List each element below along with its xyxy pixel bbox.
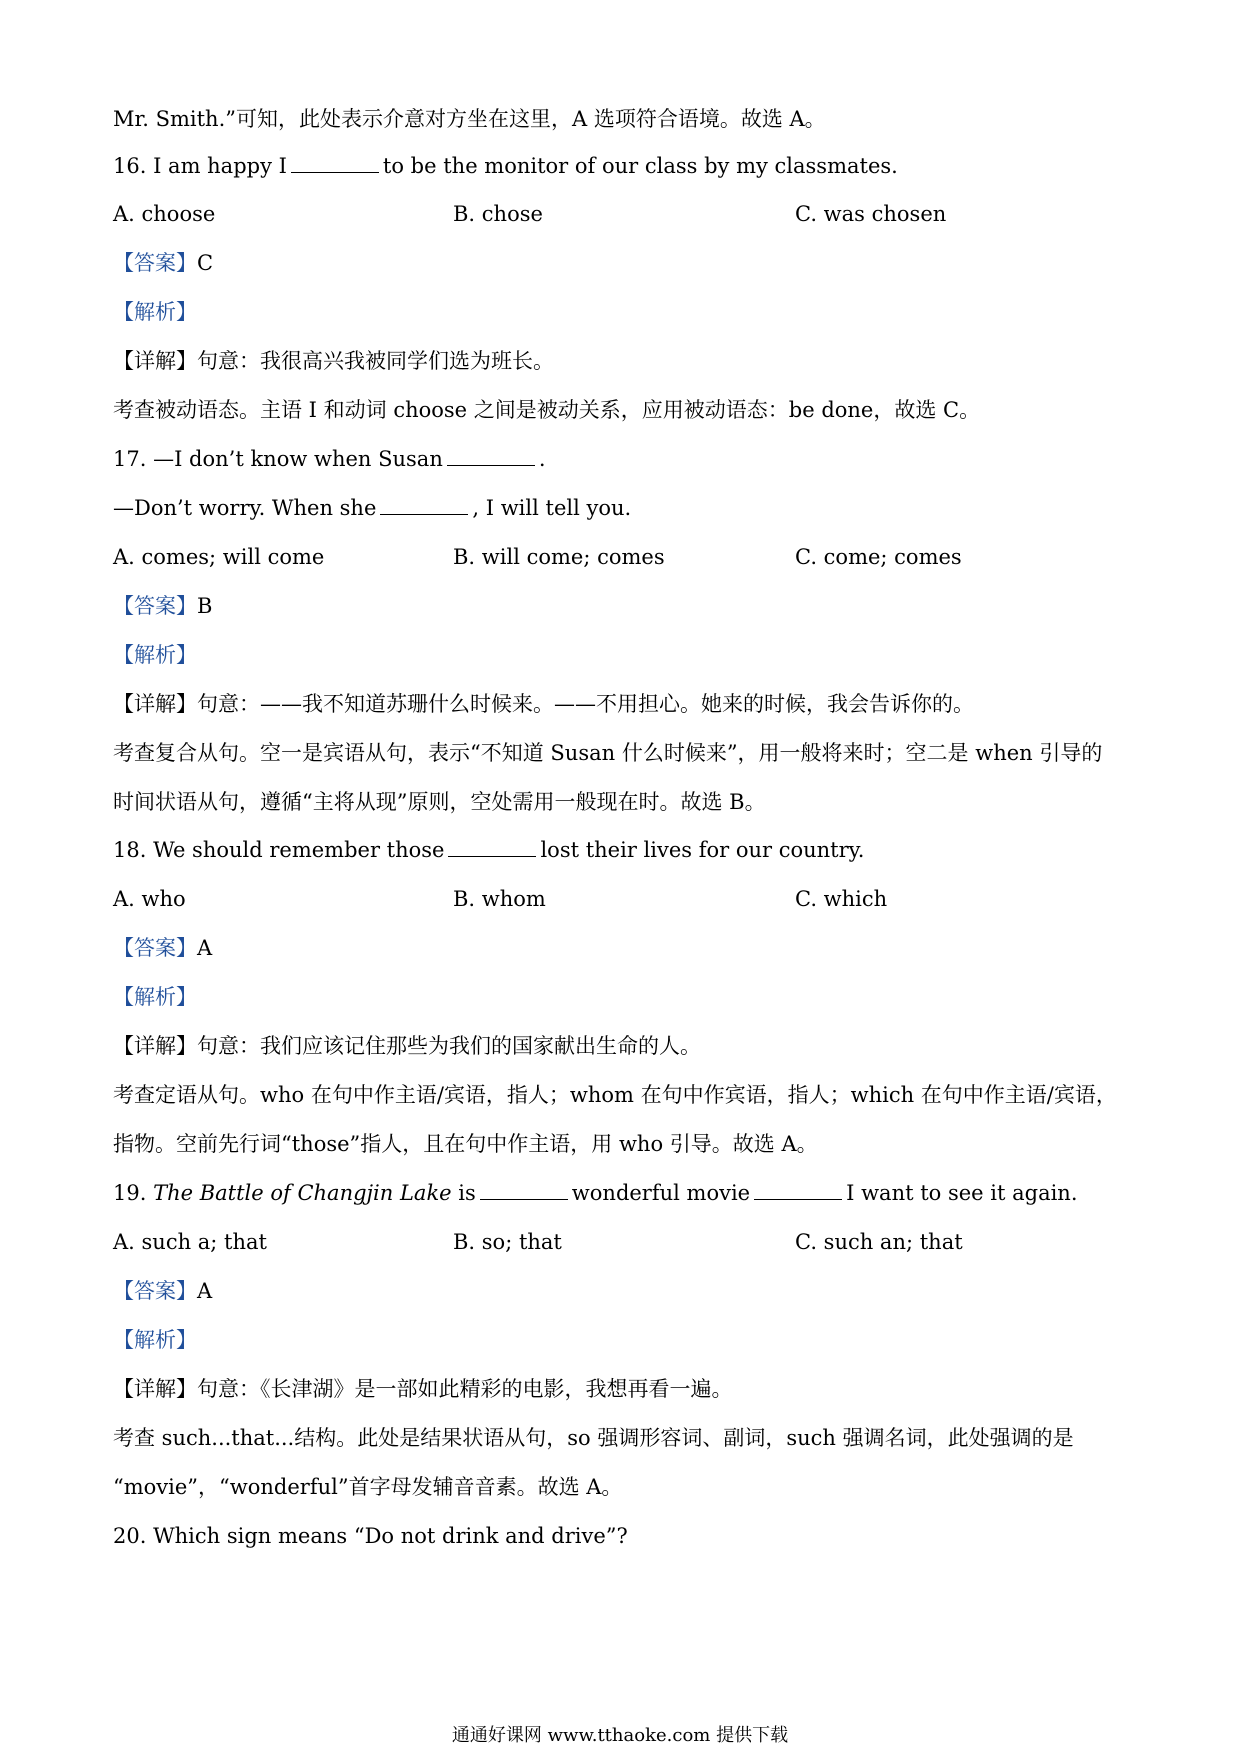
q19-blank-1 xyxy=(480,1181,568,1200)
q19-mid-2: wonderful movie xyxy=(571,1181,751,1205)
q19-option-b: B. so; that xyxy=(453,1230,562,1254)
q17-detail-text: 句意：——我不知道苏珊什么时候来。——不用担心。她来的时候，我会告诉你的。 xyxy=(197,692,974,716)
q17-option-c: C. come; comes xyxy=(795,545,962,569)
q16-answer-value: C xyxy=(197,251,214,275)
q17-answer xyxy=(113,591,212,621)
q19-end: I want to see it again. xyxy=(846,1181,1078,1205)
q16-option-c: C. was chosen xyxy=(795,202,947,226)
q16-explanation-line-1: 考查被动语态。主语 I 和动词 choose 之间是被动关系，应用被动语态：be done，故选 C。 xyxy=(113,398,981,422)
answer-tag: 【答案】 xyxy=(113,936,197,960)
answer-tag: 【答案】 xyxy=(113,251,197,275)
q16-stem-before: 16. I am happy I xyxy=(113,154,287,178)
q19-detail-text: 句意：《长津湖》是一部如此精彩的电影，我想再看一遍。 xyxy=(197,1377,733,1401)
q17-option-b: B. will come; comes xyxy=(453,545,665,569)
q17-line2-before: —Don’t worry. When she xyxy=(113,496,377,520)
analysis-tag: 【解析】 xyxy=(113,1328,197,1352)
q17-blank-2 xyxy=(380,496,468,515)
q17-analysis xyxy=(113,640,197,670)
q18-detail-text: 句意：我们应该记住那些为我们的国家献出生命的人。 xyxy=(197,1034,701,1058)
q16-stem-after: to be the monitor of our class by my classmates. xyxy=(382,154,898,178)
q18-option-a: A. who xyxy=(113,887,186,911)
detail-tag: 【详解】 xyxy=(113,1034,197,1058)
q17-line1-after: . xyxy=(538,447,546,471)
question-19-stem xyxy=(113,1178,1078,1208)
q16-option-b: B. chose xyxy=(453,202,543,226)
intro-line: Mr. Smith.”可知，此处表示介意对方坐在这里，A 选项符合语境。故选 A。 xyxy=(113,107,826,131)
q19-blank-2 xyxy=(754,1181,842,1200)
q16-answer xyxy=(113,248,213,278)
q19-number: 19. xyxy=(113,1181,147,1205)
analysis-tag: 【解析】 xyxy=(113,985,197,1009)
q18-option-c: C. which xyxy=(795,887,888,911)
q18-stem-after: lost their lives for our country. xyxy=(540,838,865,862)
q16-analysis xyxy=(113,297,197,327)
q19-mid-1: is xyxy=(458,1181,476,1205)
q19-explanation-line-1: 考查 such...that...结构。此处是结果状语从句，so 强调形容词、副词，such 强调名词，此处强调的是 xyxy=(113,1426,1074,1450)
q18-option-b: B. whom xyxy=(453,887,546,911)
q17-answer-value: B xyxy=(197,594,213,618)
q18-analysis xyxy=(113,982,197,1012)
q18-answer-value: A xyxy=(197,936,213,960)
answer-tag: 【答案】 xyxy=(113,1279,197,1303)
q16-detail-text: 句意：我很高兴我被同学们选为班长。 xyxy=(197,349,554,373)
q17-blank-1 xyxy=(447,447,535,466)
q19-analysis xyxy=(113,1325,197,1355)
q18-explanation-line-1: 考查定语从句。who 在句中作主语/宾语，指人；whom 在句中作宾语，指人；which 在句中作主语/宾语， xyxy=(113,1083,1117,1107)
analysis-tag: 【解析】 xyxy=(113,300,197,324)
detail-tag: 【详解】 xyxy=(113,692,197,716)
q18-explanation-line-2: 指物。空前先行词“those”指人，且在句中作主语，用 who 引导。故选 A。 xyxy=(113,1132,818,1156)
q19-answer-value: A xyxy=(197,1279,213,1303)
q17-explanation-line-1: 考查复合从句。空一是宾语从句，表示“不知道 Susan 什么时候来”，用一般将来时；空二是 when 引导的 xyxy=(113,741,1103,765)
q18-answer xyxy=(113,933,212,963)
q17-line2-after: , I will tell you. xyxy=(472,496,632,520)
q18-blank xyxy=(448,838,536,857)
question-20-stem: 20. Which sign means “Do not drink and drive”? xyxy=(113,1524,628,1548)
detail-tag: 【详解】 xyxy=(113,1377,197,1401)
q18-stem-before: 18. We should remember those xyxy=(113,838,445,862)
q19-answer xyxy=(113,1276,212,1306)
q17-explanation-line-2: 时间状语从句，遵循“主将从现”原则，空处需用一般现在时。故选 B。 xyxy=(113,790,766,814)
analysis-tag: 【解析】 xyxy=(113,643,197,667)
q19-explanation-line-2: “movie”，“wonderful”首字母发辅音音素。故选 A。 xyxy=(113,1475,623,1499)
q17-option-a: A. comes; will come xyxy=(113,545,325,569)
question-16-stem xyxy=(113,151,898,181)
q17-detail xyxy=(113,689,974,719)
q19-option-a: A. such a; that xyxy=(113,1230,267,1254)
q16-option-a: A. choose xyxy=(113,202,216,226)
q19-movie-title: The Battle of Changjin Lake xyxy=(153,1181,452,1205)
q18-detail xyxy=(113,1031,701,1061)
page-footer: 通通好课网 www.tthaoke.com 提供下载 xyxy=(451,1725,789,1746)
q16-blank xyxy=(291,154,379,173)
question-17-stem-line-2 xyxy=(113,493,631,523)
detail-tag: 【详解】 xyxy=(113,349,197,373)
q19-detail xyxy=(113,1374,733,1404)
answer-tag: 【答案】 xyxy=(113,594,197,618)
question-18-stem xyxy=(113,835,864,865)
q19-option-c: C. such an; that xyxy=(795,1230,963,1254)
question-17-stem-line-1 xyxy=(113,444,546,474)
q17-line1-before: 17. —I don’t know when Susan xyxy=(113,447,443,471)
q16-detail xyxy=(113,346,554,376)
